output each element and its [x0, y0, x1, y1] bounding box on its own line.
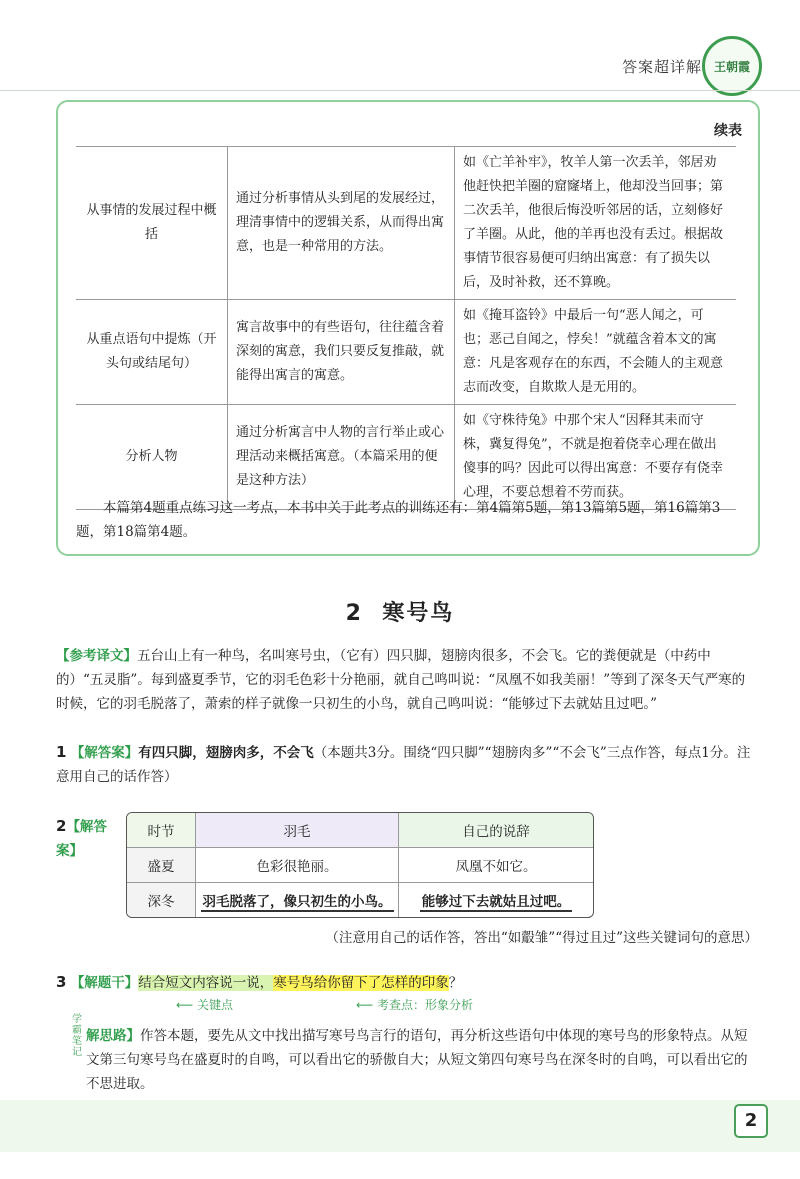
question-number: 2 [56, 817, 67, 835]
stem-tag: 【解题干】 [70, 975, 139, 991]
description-cell: 通过分析事情从头到尾的发展经过，理清事情中的逻辑关系，从而得出寓意，也是一种常用的方法。 [228, 147, 455, 300]
method-cell: 分析人物 [76, 405, 228, 510]
handwritten-answer: 羽毛脱落了，像只初生的小鸟。 [202, 894, 392, 910]
footer-band [0, 1100, 800, 1152]
feather-cell [196, 883, 399, 917]
translation-text: 五台山上有一种鸟，名叫寒号虫，（它有）四只脚，翅膀肉很多，不会飞。它的粪便就是（中药中的）“五灵脂”。每到盛夏季节，它的羽毛色彩十分艳丽，就自己鸣叫说：“凤凰不如我美丽！”等到了深冬天气严寒的时候，它的羽毛脱落了，萧索的样子就像一只初生的小鸟，就自己鸣叫说：“能够过下去就姑且过吧。” [56, 648, 746, 712]
method-cell: 从事情的发展过程中概括 [76, 147, 228, 300]
header-label: 答案超详解 [621, 58, 702, 76]
answer-tag: 【解答案】 [56, 819, 107, 859]
lesson-name: 寒号鸟 [382, 601, 455, 626]
example-cell: 如《掩耳盗铃》中最后一句“恶人闻之，可也；恶己自闻之，悖矣！”就蕴含着本文的寓意：凡是客观存在的东西，不会随人的主观意志而改变，自欺欺人是无用的。 [455, 300, 737, 405]
translation-tag: 【参考译文】 [56, 648, 137, 664]
translation-paragraph [56, 644, 758, 716]
stem-key-part: 结合短文内容说一说， [138, 975, 274, 991]
season-cell: 盛夏 [127, 848, 196, 883]
question-3 [56, 970, 758, 995]
words-cell [399, 883, 593, 917]
focus-point-note: ⟵ 考查点：形象分析 [356, 998, 474, 1012]
table-header-row [127, 813, 593, 848]
key-point-text: 关键点 [197, 998, 234, 1012]
side-label: 学霸笔记 [72, 1014, 82, 1058]
column-header: 自己的说辞 [399, 813, 593, 848]
continued-label: 续表 [714, 123, 742, 139]
thinking-text: 作答本题，要先从文中找出描写寒号鸟言行的语句，再分析这些语句中体现的寒号鸟的形象特点。从短文第三句寒号鸟在盛夏时的自鸣，可以看出它的骄傲自大；从短文第四句寒号鸟在深冬时的自鸣，可以看出它的不思进取。 [86, 1028, 748, 1092]
table-row [76, 300, 736, 405]
answer-tag: 【解答案】 [70, 745, 139, 761]
words-cell: 凤凰不如它。 [399, 848, 593, 883]
example-cell: 如《亡羊补牢》，牧羊人第一次丢羊，邻居劝他赶快把羊圈的窟窿堵上，他却没当回事；第二次丢羊，他很后悔没听邻居的话，立刻修好了羊圈。从此，他的羊再也没有丢过。根据故事情节很容易便可归纳出寓意：有了损失以后，及时补救，还不算晚。 [455, 147, 737, 300]
method-table [76, 146, 736, 510]
description-cell: 寓言故事中的有些语句，往往蕴含着深刻的寓意，我们只要反复推敲，就能得出寓言的寓意。 [228, 300, 455, 405]
header-divider [0, 90, 800, 91]
column-header: 时节 [127, 813, 196, 848]
lesson-number: 2 [345, 601, 363, 626]
question-number: 1 [56, 743, 67, 761]
table-row [127, 883, 593, 917]
handwritten-answer: 能够过下去就姑且过吧。 [421, 894, 571, 910]
answer-text: 有四只脚，翅膀肉多，不会飞 [138, 745, 314, 761]
logo-text: 王朝霞 [713, 59, 750, 74]
table-row [76, 405, 736, 510]
brand-logo [702, 36, 762, 96]
question-1 [56, 740, 758, 789]
answer-table [126, 812, 594, 918]
column-header: 羽毛 [196, 813, 399, 848]
method-cell: 从重点语句中提炼（开头句或结尾句） [76, 300, 228, 405]
description-cell: 通过分析寓言中人物的言行举止或心理活动来概括寓意。（本篇采用的便是这种方法） [228, 405, 455, 510]
stem-end: ？ [448, 975, 463, 991]
season-cell: 深冬 [127, 883, 196, 917]
scoring-note: （本题共3分。围绕“四只脚”“翅膀肉多”“不会飞”三点作答，每点1分。注意用自己的话作答） [56, 745, 751, 785]
thinking-paragraph [86, 1024, 758, 1096]
stem-focus-part: 寒号鸟给你留下了怎样的印象 [273, 975, 449, 991]
thinking-tag: 解思路】 [86, 1028, 140, 1044]
page-number: 2 [734, 1104, 768, 1138]
question-number: 3 [56, 973, 67, 991]
question-2-note: （注意用自己的话作答，答出“如鷇雏”“得过且过”这些关键词句的意思） [325, 930, 758, 946]
feather-cell: 色彩很艳丽。 [196, 848, 399, 883]
table-row [127, 848, 593, 883]
method-summary-box [56, 100, 760, 556]
example-cell: 如《守株待兔》中那个宋人“因释其耒而守株，冀复得兔”，不就是抱着侥幸心理在做出傻事的吗？因此可以得出寓意：不要存有侥幸心理，不要总想着不劳而获。 [455, 405, 737, 510]
focus-point-text: 考查点：形象分析 [377, 998, 474, 1012]
key-point-note: ⟵ 关键点 [176, 998, 234, 1012]
table-row [76, 147, 736, 300]
question-2-label [56, 814, 126, 863]
practice-note: 本篇第4题重点练习这一考点，本书中关于此考点的训练还有：第4篇第5题，第13篇第5题，第16篇第3题，第18篇第4题。 [76, 500, 721, 540]
lesson-title [0, 596, 800, 627]
